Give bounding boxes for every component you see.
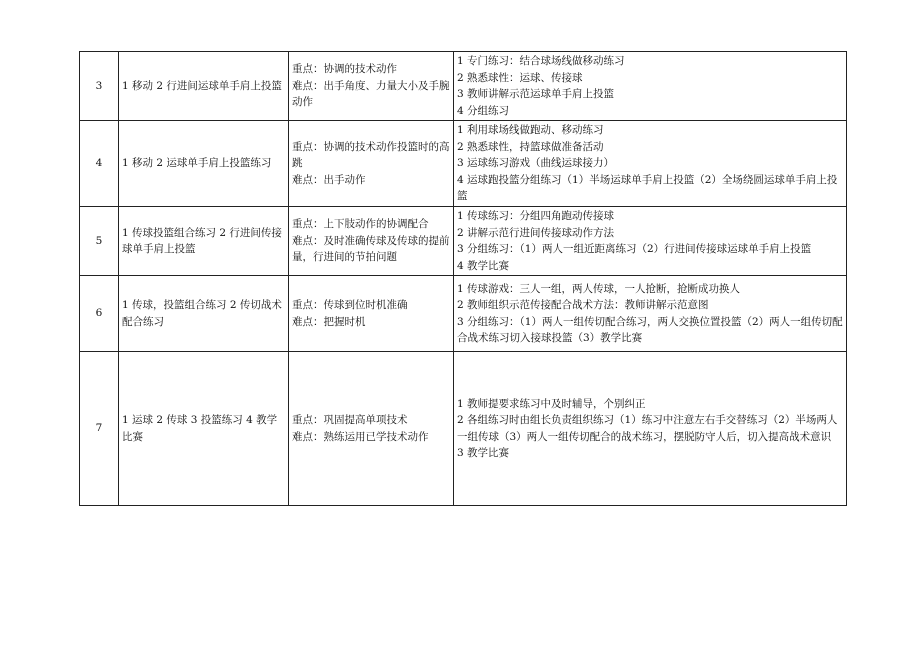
lesson-content: 1 移动 2 行进间运球单手肩上投篮 [119, 52, 289, 121]
key-difficult-points [289, 276, 454, 352]
difficult-point: 难点：出手角度、力量大小及手腕动作 [292, 79, 450, 109]
method-line: 1 教师提要求练习中及时辅导，个别纠正 [457, 397, 646, 410]
method-line: 2 熟悉球性：运球、传接球 [457, 71, 583, 84]
key-point: 重点：巩固提高单项技术 [292, 414, 408, 426]
difficult-point: 难点：及时准确传球及传球的提前量，行进间的节拍问题 [292, 234, 450, 264]
difficult-point: 难点：把握时机 [292, 315, 366, 328]
lesson-plan-table [79, 51, 847, 506]
lesson-content: 1 运球 2 传球 3 投篮练习 4 教学比赛 [119, 352, 289, 506]
key-point: 重点：协调的技术动作投篮时的高跳 [292, 140, 450, 170]
method-line: 2 教师组织示范传接配合战术方法：教师讲解示范意图 [457, 299, 709, 311]
teaching-methods [454, 352, 847, 506]
difficult-point: 难点：熟练运用已学技术动作 [292, 430, 429, 443]
difficult-point: 难点：出手动作 [292, 173, 366, 186]
teaching-methods [454, 276, 847, 352]
method-line: 3 分组练习：（1）两人一组传切配合练习，两人交换位置投篮（2）两人一组传切配合战术练习切入接球投篮（3）教学比赛 [457, 315, 843, 344]
method-line: 4 教学比赛 [457, 259, 510, 272]
method-line: 2 熟悉球性，持篮球做准备活动 [457, 140, 604, 153]
method-line: 2 各组练习时由组长负责组织练习（1）练习中注意左右手交替练习（2）半场两人一组传球（3）两人一组传切配合的战术练习，摆脱防守人后，切入提高战术意识 [457, 414, 838, 443]
key-difficult-points [289, 207, 454, 276]
method-line: 3 运球练习游戏（曲线运球接力） [457, 157, 615, 170]
lesson-number: 6 [80, 276, 119, 352]
teaching-methods [454, 121, 847, 207]
key-point: 重点：协调的技术动作 [292, 63, 397, 76]
lesson-content: 1 移动 2 运球单手肩上投篮练习 [119, 121, 289, 207]
method-line: 4 分组练习 [457, 104, 510, 117]
table-row [80, 276, 847, 352]
lesson-number: 4 [80, 121, 119, 207]
table-row [80, 207, 847, 276]
teaching-methods [454, 207, 847, 276]
method-line: 4 运球跑投篮分组练习（1）半场运球单手肩上投篮（2）全场绕圆运球单手肩上投篮 [457, 173, 838, 203]
method-line: 3 教学比赛 [457, 447, 510, 459]
lesson-number: 7 [80, 352, 119, 506]
lesson-number: 3 [80, 52, 119, 121]
method-line: 1 传球练习：分组四角跑动传接球 [457, 210, 615, 222]
method-line: 1 利用球场线做跑动、移动练习 [457, 124, 604, 137]
teaching-methods [454, 52, 847, 121]
table-row [80, 121, 847, 207]
method-line: 1 传球游戏：三人一组，两人传球，一人抢断，抢断成功换人 [457, 282, 741, 295]
key-difficult-points [289, 52, 454, 121]
lesson-number: 5 [80, 207, 119, 276]
key-point: 重点：传球到位时机准确 [292, 299, 408, 311]
lesson-content: 1 传球，投篮组合练习 2 传切战术配合练习 [119, 276, 289, 352]
method-line: 1 专门练习：结合球场线做移动练习 [457, 55, 625, 67]
key-point: 重点：上下肢动作的协调配合 [292, 218, 429, 231]
key-difficult-points [289, 121, 454, 207]
method-line: 3 分组练习：（1）两人一组近距离练习（2）行进间传接球运球单手肩上投篮 [457, 243, 812, 255]
method-line: 2 讲解示范行进间传接球动作方法 [457, 226, 615, 239]
table-row [80, 352, 847, 506]
method-line: 3 教师讲解示范运球单手肩上投篮 [457, 88, 615, 100]
lesson-content: 1 传球投篮组合练习 2 行进间传接球单手肩上投篮 [119, 207, 289, 276]
table-row [80, 52, 847, 121]
key-difficult-points [289, 352, 454, 506]
